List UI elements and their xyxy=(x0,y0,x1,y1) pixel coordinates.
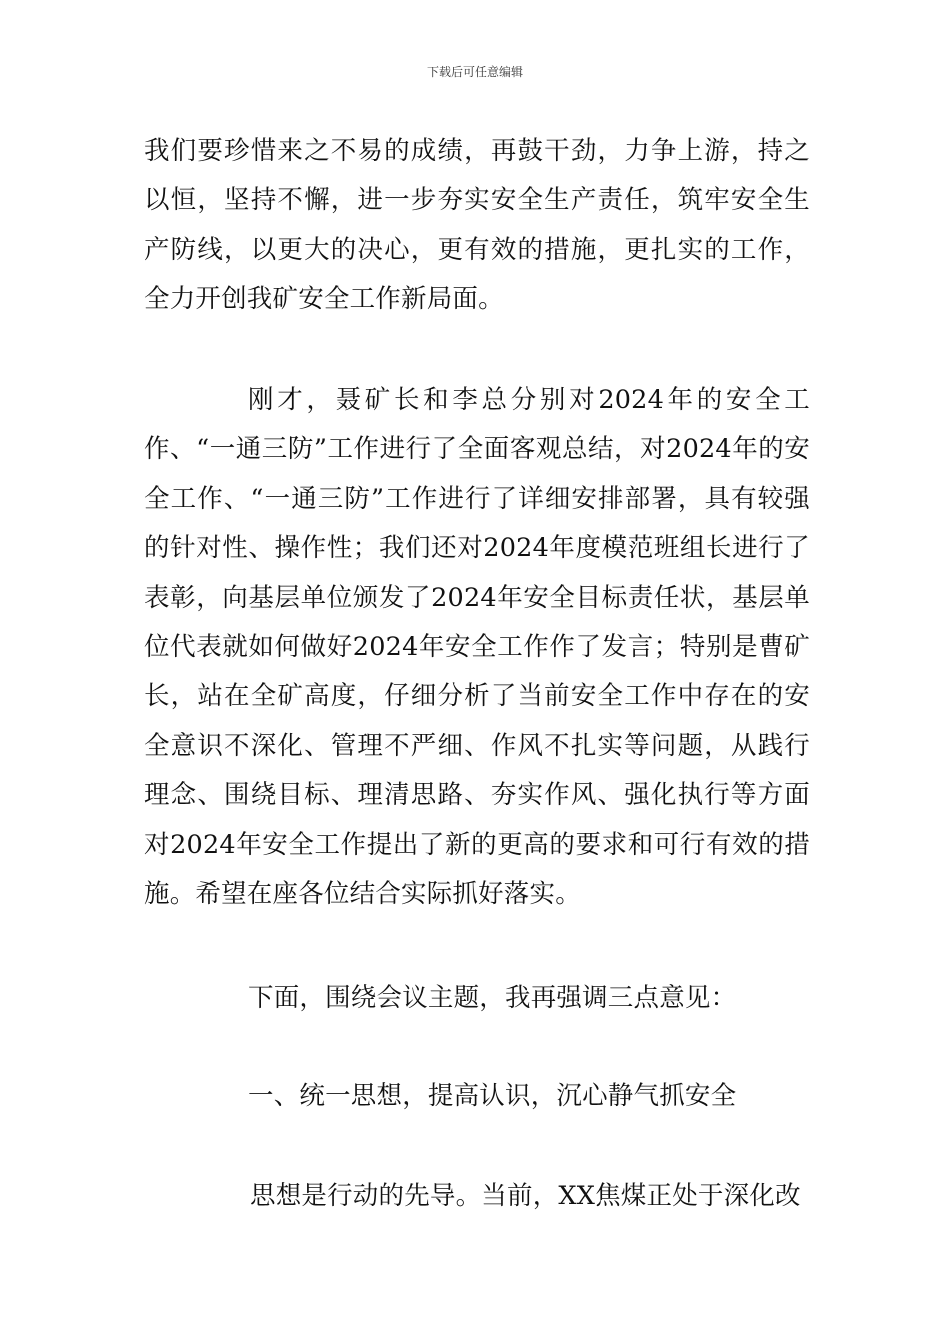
body-paragraph-2: 刚才，聂矿长和李总分别对2024年的安全工作、“一通三防”工作进行了全面客观总结，对2024年的安全工作、“一通三防”工作进行了详细安排部署，具有较强的针对性、操作性；我们还对2024年度模范班组长进行了表彰，向基层单位颁发了2024年安全目标责任状，基层单位代表就如何做好2024年安全工作作了发言；特别是曹矿长，站在全矿高度，仔细分析了当前安全工作中存在的安全意识不深化、管理不严细、作风不扎实等问题，从践行理念、围绕目标、理清思路、夯实作风、强化执行等方面对2024年安全工作提出了新的更高的要求和可行有效的措施。希望在座各位结合实际抓好落实。 xyxy=(144,385,810,910)
page-header: 下载后可任意编辑 xyxy=(426,65,523,79)
body-paragraph-4: 思想是行动的先导。当前，XX焦煤正处于深化改 xyxy=(250,1181,801,1211)
body-paragraph-1: 我们要珍惜来之不易的成绩，再鼓干劲，力争上游，持之以恒，坚持不懈，进一步夯实安全生产责任，筑牢安全生产防线，以更大的决心，更有效的措施，更扎实的工作，全力开创我矿安全工作新局面。 xyxy=(144,136,810,315)
section-heading-1: 一、统一思想，提高认识，沉心静气抓安全 xyxy=(248,1081,737,1111)
body-paragraph-3: 下面，围绕会议主题，我再强调三点意见： xyxy=(248,983,737,1013)
